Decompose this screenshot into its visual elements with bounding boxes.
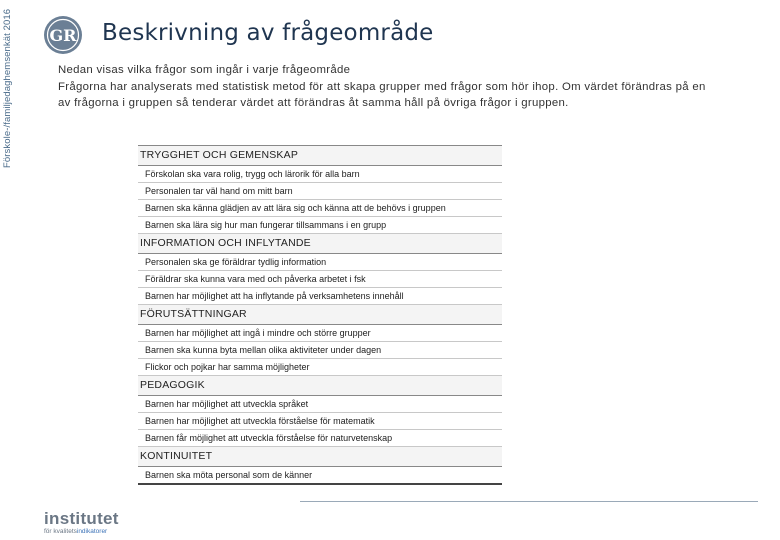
footer-divider <box>300 501 758 502</box>
footer-logo <box>44 510 164 538</box>
question-item: Förskolan ska vara rolig, trygg och lärorik för alla barn <box>138 166 502 183</box>
question-item: Barnen har möjlighet att utveckla språket <box>138 396 502 413</box>
footer-logo-tagline <box>44 528 164 536</box>
area-heading: PEDAGOGIK <box>138 376 502 396</box>
intro-line-1: Nedan visas vilka frågor som ingår i varje frågeområde <box>58 64 351 76</box>
question-item: Barnen har möjlighet att utveckla förståelse för matematik <box>138 413 502 430</box>
footer-logo-name: institutet <box>44 509 119 528</box>
area-heading: INFORMATION OCH INFLYTANDE <box>138 234 502 254</box>
question-item: Personalen tar väl hand om mitt barn <box>138 183 502 200</box>
question-item: Barnen har möjlighet att ha inflytande på verksamhetens innehåll <box>138 288 502 305</box>
question-item: Barnen ska möta personal som de känner <box>145 470 313 480</box>
side-label <box>2 0 16 170</box>
area-heading: TRYGGHET OCH GEMENSKAP <box>138 145 502 166</box>
page-title: Beskrivning av frågeområde <box>102 20 434 46</box>
question-item: Personalen ska ge föräldrar tydlig information <box>138 254 502 271</box>
question-item: Barnen får möjlighet att utveckla förståelse för naturvetenskap <box>138 430 502 447</box>
footer-tagline-prefix: för kvalitets <box>44 528 77 535</box>
question-item: Barnen ska lära sig hur man fungerar tillsammans i en grupp <box>138 217 502 234</box>
question-item: Föräldrar ska kunna vara med och påverka arbetet i fsk <box>138 271 502 288</box>
question-item: Barnen har möjlighet att ingå i mindre och större grupper <box>138 325 502 342</box>
area-heading: FÖRUTSÄTTNINGAR <box>138 305 502 325</box>
question-item: Flickor och pojkar har samma möjligheter <box>138 359 502 376</box>
logo-text: GR <box>49 26 77 45</box>
survey-name: Förskole-/familjedaghemsenkät 2016 <box>2 8 13 168</box>
question-item: Barnen ska kunna byta mellan olika aktiviteter under dagen <box>138 342 502 359</box>
area-heading: KONTINUITET <box>138 447 502 467</box>
question-areas <box>138 145 502 485</box>
footer-tagline-highlight: indikatorer <box>76 528 108 535</box>
question-item: Barnen ska känna glädjen av att lära sig och känna att de behövs i gruppen <box>138 200 502 217</box>
intro-text <box>58 62 708 112</box>
intro-line-2: Frågorna har analyserats med statistisk metod för att skapa grupper med frågor som hör ihop. Om värdet förändras på en av frågorna i gruppen så tenderar värdet att förändras åt samma håll på övriga frågor i gruppen. <box>58 80 706 109</box>
gr-logo <box>43 15 83 55</box>
